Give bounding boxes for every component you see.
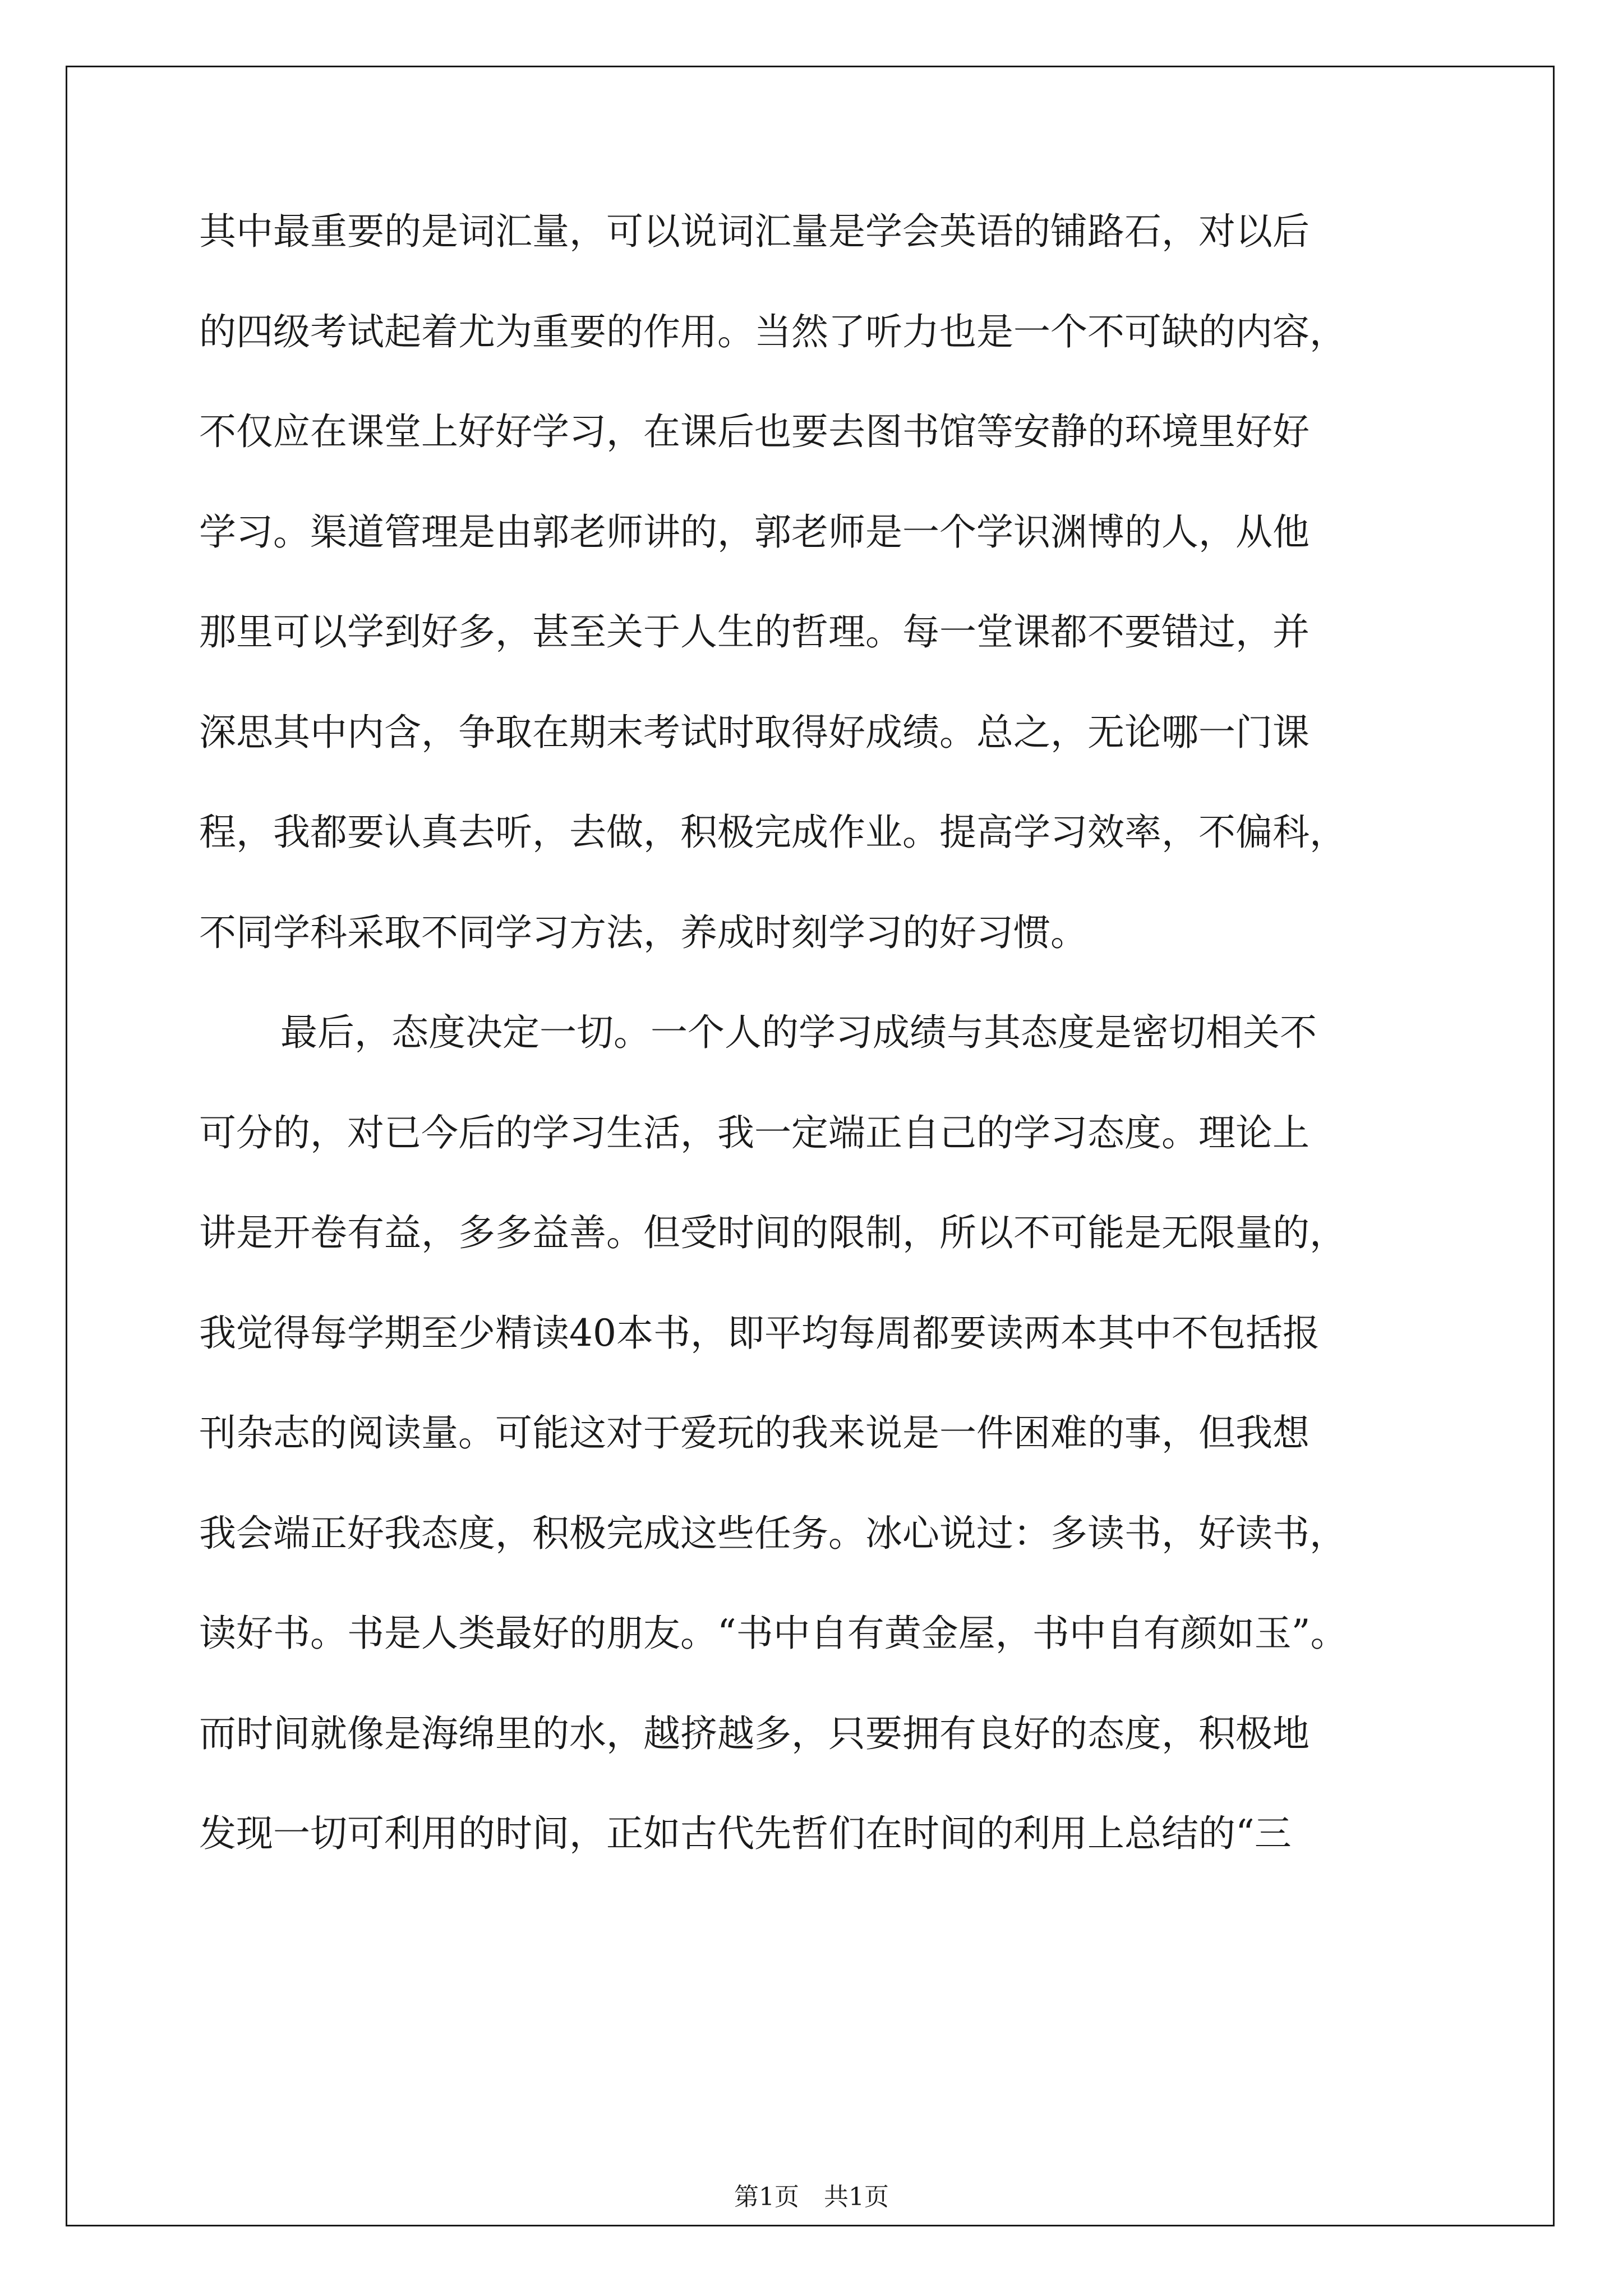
text-line: 我会端正好我态度，积极完成这些任务。冰心说过：多读书，好读书，: [199, 1511, 1347, 1555]
text-line: 那里可以学到好多，甚至关于人生的哲理。每一堂课都不要错过，并: [199, 610, 1310, 654]
text-line: 程，我都要认真去听，去做，积极完成作业。提高学习效率，不偏科，: [199, 811, 1347, 854]
text-line: 不仅应在课堂上好好学习，在课后也要去图书馆等安静的环境里好好: [199, 410, 1310, 453]
text-line: 讲是开卷有益，多多益善。但受时间的限制，所以不可能是无限量的，: [199, 1211, 1347, 1254]
text-line: 不同学科采取不同学习方法，养成时刻学习的好习惯。: [199, 910, 1087, 954]
text-line: 读好书。书是人类最好的朋友。“书中自有黄金屋，书中自有颜如玉”。: [199, 1612, 1348, 1655]
text-line: 发现一切可利用的时间，正如古代先哲们在时间的利用上总结的“三: [199, 1812, 1292, 1855]
text-line: 而时间就像是海绵里的水，越挤越多，只要拥有良好的态度，积极地: [199, 1711, 1310, 1755]
document-body: [199, 210, 1422, 1916]
text-line: 其中最重要的是词汇量，可以说词汇量是学会英语的铺路石，对以后: [199, 210, 1310, 253]
text-line: 深思其中内含，争取在期末考试时取得好成绩。总之，无论哪一门课: [199, 710, 1310, 754]
text-line: 我觉得每学期至少精读40本书，即平均每周都要读两本其中不包括报: [199, 1311, 1320, 1355]
text-line: 学习。渠道管理是由郭老师讲的，郭老师是一个学识渊博的人，从他: [199, 510, 1310, 554]
text-line: 可分的，对已今后的学习生活，我一定端正自己的学习态度。理论上: [199, 1111, 1310, 1154]
paragraph-start-line: 最后，态度决定一切。一个人的学习成绩与其态度是密切相关不: [280, 1011, 1317, 1054]
text-line: 刊杂志的阅读量。可能这对于爱玩的我来说是一件困难的事，但我想: [199, 1411, 1310, 1455]
page-number-footer: 第1页 共1页: [734, 2183, 889, 2211]
text-line: 的四级考试起着尤为重要的作用。当然了听力也是一个不可缺的内容，: [199, 310, 1347, 353]
